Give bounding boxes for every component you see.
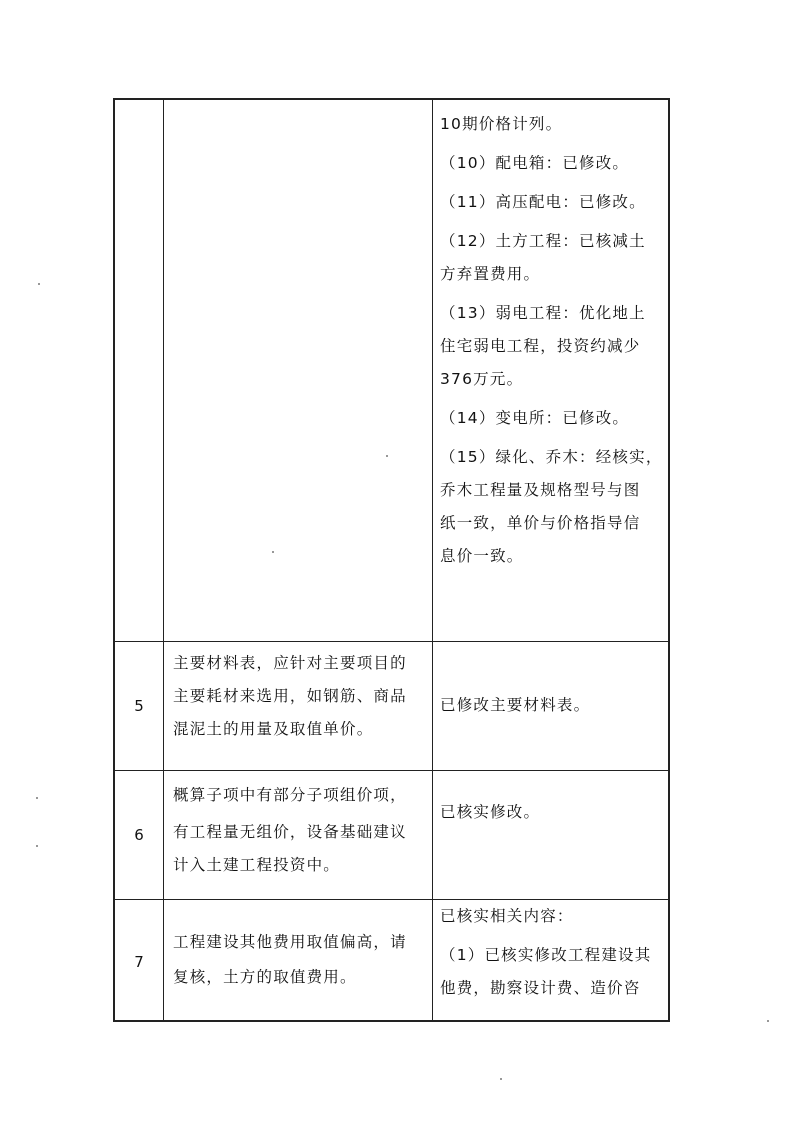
response-line: （10）配电箱：已修改。 — [440, 154, 630, 172]
response-line: （1）已核实修改工程建设其 — [440, 946, 652, 964]
issue-line: 概算子项中有部分子项组价项， — [173, 786, 407, 804]
review-table — [113, 98, 670, 1022]
issue-line: 有工程量无组价，设备基础建议 — [173, 823, 407, 841]
response-line: 乔木工程量及规格型号与图 — [440, 481, 641, 499]
response-line: 10期价格计列。 — [440, 115, 563, 133]
table-row — [115, 100, 668, 641]
scan-speck — [767, 1020, 769, 1022]
row-number: 7 — [134, 952, 144, 971]
issue-cell — [173, 647, 431, 746]
row-number: 5 — [134, 696, 144, 715]
issue-line: 计入土建工程投资中。 — [173, 856, 341, 874]
table-row — [115, 770, 668, 899]
row-number: 6 — [134, 825, 144, 844]
issue-line: 复核，土方的取值费用。 — [173, 968, 357, 986]
issue-cell — [173, 926, 431, 994]
response-line: （14）变电所：已修改。 — [440, 409, 630, 427]
response-line: 376万元。 — [440, 370, 524, 388]
response-line: 他费，勘察设计费、造价咨 — [440, 979, 641, 997]
response-line: 已修改主要材料表。 — [440, 696, 591, 714]
response-line: （15）绿化、乔木：经核实， — [440, 448, 663, 466]
response-line: 方弃置费用。 — [440, 265, 541, 283]
table-row — [115, 899, 668, 1024]
scan-speck — [272, 551, 274, 553]
response-line: （13）弱电工程：优化地上 — [440, 304, 646, 322]
scan-speck — [386, 455, 388, 457]
table-row — [115, 641, 668, 770]
issue-cell — [173, 779, 431, 882]
issue-line: 主要材料表，应针对主要项目的 — [173, 654, 407, 672]
response-line: 纸一致，单价与价格指导信 — [440, 514, 641, 532]
row-number — [115, 100, 163, 641]
response-line: （11）高压配电：已修改。 — [440, 193, 646, 211]
issue-line: 混泥土的用量及取值单价。 — [173, 720, 374, 738]
response-line: 已核实修改。 — [440, 803, 541, 821]
response-cell — [440, 108, 670, 573]
scan-speck — [36, 845, 38, 847]
response-line: 息价一致。 — [440, 547, 524, 565]
scan-speck — [38, 283, 40, 285]
response-cell — [440, 900, 670, 1005]
response-line: （12）土方工程：已核减土 — [440, 232, 646, 250]
issue-cell — [163, 100, 432, 641]
scan-speck — [500, 1078, 502, 1080]
response-line: 已核实相关内容： — [440, 907, 574, 925]
scan-speck — [36, 797, 38, 799]
issue-line: 工程建设其他费用取值偏高，请 — [173, 933, 407, 951]
issue-line: 主要耗材来选用，如钢筋、商品 — [173, 687, 407, 705]
response-cell — [440, 796, 670, 829]
response-cell — [440, 689, 670, 722]
response-line: 住宅弱电工程，投资约减少 — [440, 337, 641, 355]
